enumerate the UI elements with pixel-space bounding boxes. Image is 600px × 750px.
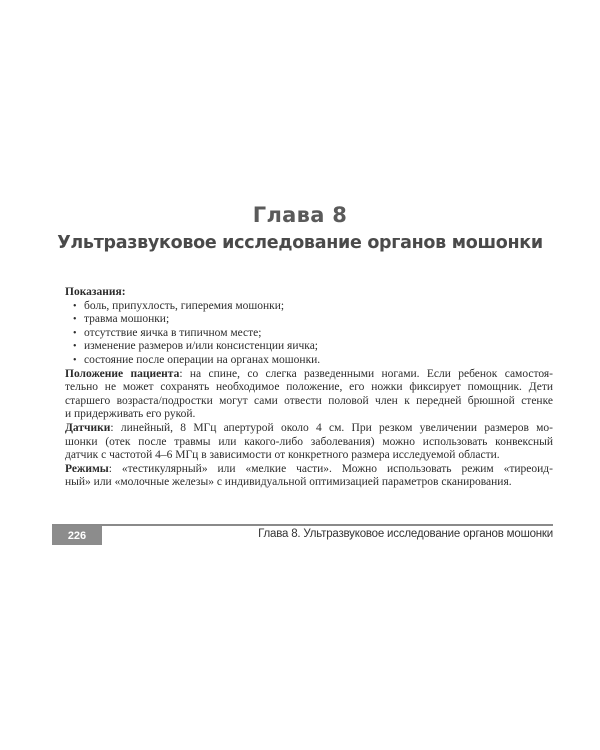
running-head: Глава 8. Ультразвуковое исследование органов мошонки: [258, 528, 553, 540]
modes-paragraph: [65, 463, 553, 490]
modes-line: ный» или «молочные железы» с индивидуальной оптимизацией параметров сканирования.: [65, 476, 512, 489]
list-item: [73, 354, 553, 368]
modes-line: : «тестикулярный» или «мелкие части». Можно использовать режим «тиреоид-: [108, 462, 553, 475]
sensors-line: шонки (отек после травмы или какого-либо заболевания) можно использовать конвексный: [65, 435, 553, 448]
list-item-text: изменение размеров и/или консистенции яичка;: [84, 340, 318, 353]
chapter-number: Глава 8: [252, 203, 348, 227]
bullet-icon: •: [73, 354, 77, 366]
bullet-icon: •: [73, 341, 77, 353]
sensors-line: датчик с частотой 4–6 МГц в зависимости от конкретного размера исследуемой области.: [65, 449, 500, 462]
list-item-text: травма мошонки;: [84, 313, 170, 326]
footer-rule: [52, 524, 553, 526]
sensors-heading: Датчики: [65, 421, 111, 434]
chapter-title: Ультразвуковое исследование органов мошонки: [57, 233, 543, 253]
position-line: : на спине, со слегка разведенными ногами. Если ребенок самостоя-: [179, 367, 553, 380]
position-heading: Положение пациента: [65, 367, 180, 380]
page-number: 226: [52, 526, 102, 545]
list-item-text: состояние после операции на органах мошонки.: [84, 353, 321, 366]
list-item: [73, 340, 553, 354]
position-line: тельно не может сохранять необходимое положение, его ножки фиксирует помощник. Дети: [65, 381, 553, 394]
sensors-paragraph: [65, 422, 553, 463]
sensors-line: : линейный, 8 МГц апертурой около 4 см. При резком увеличении размеров мо-: [110, 421, 553, 434]
list-item: [73, 300, 553, 314]
position-line: и придерживать его рукой.: [65, 408, 196, 421]
bullet-icon: •: [73, 300, 77, 312]
position-line: старшего возраста/подростки могут сами отвести половой член к передней брюшной стенке: [65, 394, 553, 407]
position-paragraph: [65, 368, 553, 422]
indications-list: [65, 300, 553, 368]
list-item-text: отсутствие яичка в типичном месте;: [84, 326, 262, 339]
list-item: [73, 327, 553, 341]
bullet-icon: •: [73, 327, 77, 339]
indications-heading-label: Показания:: [65, 286, 126, 298]
list-item-text: боль, припухлость, гиперемия мошонки;: [84, 299, 285, 312]
page-body: [65, 286, 553, 490]
indications-heading: [65, 286, 553, 300]
list-item: [73, 313, 553, 327]
bullet-icon: •: [73, 314, 77, 326]
modes-heading: Режимы: [65, 462, 109, 475]
